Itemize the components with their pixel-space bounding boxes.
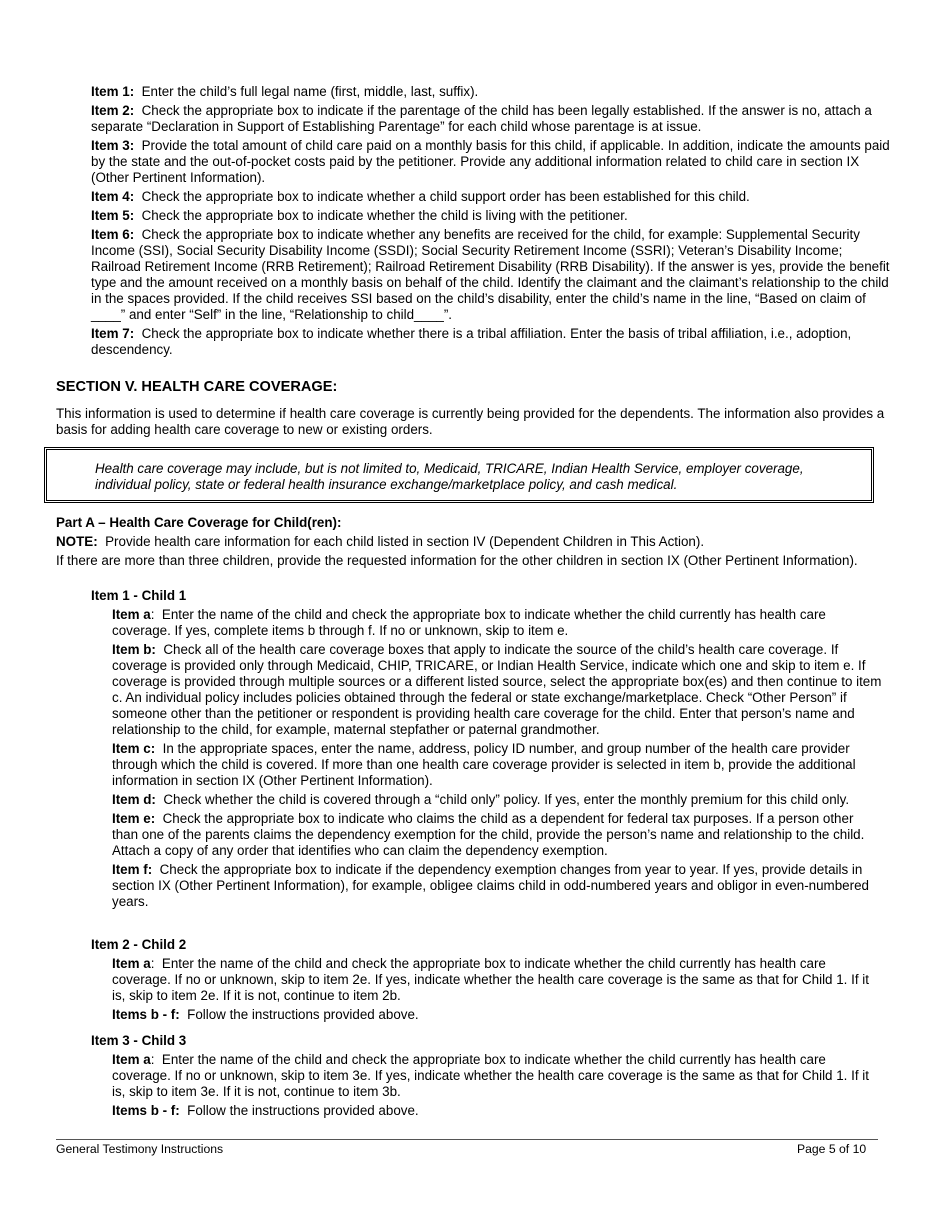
item-text: In the appropriate spaces, enter the name, address, policy ID number, and group number of the health care provider through which the child is covered. If more than one health care coverage provider is selected in item b, provide the additional information in section IX (Other Pertinent Information). [112,741,856,788]
item-label: Item 7: [91,326,135,341]
item-text: Check the appropriate box to indicate if the parentage of the child has been legally established. If the answer is no, attach a separate “Declaration in Support of Establishing Parentage” for each child whose parentage is at issue. [91,103,872,134]
item-text: Provide the total amount of child care paid on a monthly basis for this child, if applicable. In addition, indicate the amounts paid by the state and the out-of-pocket costs paid by the petitioner. Provide any additional information related to child care in section IX (Other Pertinent Information). [91,138,890,185]
child-1-item-d [112,792,882,808]
note-label: NOTE: [56,534,98,549]
child-1-heading: Item 1 - Child 1 [91,588,187,603]
item-label: Item a [112,956,151,971]
health-coverage-note-box [44,447,874,503]
item-label: Item 6: [91,227,135,242]
item-label: Item a [112,607,151,622]
item-sep: : [150,956,155,971]
item-1-instruction [91,84,891,100]
item-3-instruction [91,138,891,186]
item-text: Follow the instructions provided above. [187,1103,419,1118]
item-text: Check the appropriate box to indicate who claims the child as a dependent for federal tax purposes. If a person other than one of the parents claims the dependency exemption for the child, provide the person’s name and relationship to the child. Attach a copy of any order that identifies who can claim the dependency exemption. [112,811,865,858]
item-text: Check all of the health care coverage boxes that apply to indicate the source of the child’s health care coverage. If coverage is provided only through Medicaid, CHIP, TRICARE, or Indian Health Service, indicate which one and skip to item e. If coverage is provided through multiple sources or a different listed source, select the appropriate box(es) and then continue to item c. An individual policy includes policies obtained through the federal or state exchange/marketplace. Check “Other Person” if someone other than the petitioner or respondent is providing health care coverage for the child. Enter that person’s name and relationship to the child, for example, maternal stepfather or paternal grandmother. [112,642,882,737]
item-text: Enter the name of the child and check the appropriate box to indicate whether the child currently has health care coverage. If no or unknown, skip to item 2e. If yes, indicate whether the health care coverage is the same as that for Child 1. If it is, skip to item 2e. If it is not, continue to item 2b. [112,956,869,1003]
note-text: Provide health care information for each child listed in section IV (Dependent Children in This Action). [105,534,705,549]
footer-document-title: General Testimony Instructions [56,1142,224,1156]
item-text: Follow the instructions provided above. [187,1007,419,1022]
part-a-title: Part A – Health Care Coverage for Child(ren): [56,515,342,530]
item-label: Item d: [112,792,156,807]
child-3-items [112,1052,882,1122]
item-text: Check the appropriate box to indicate if the dependency exemption changes from year to year. If yes, provide details in section IX (Other Pertinent Information), for example, obligee claims child in odd-numbered years and obligor in even-numbered years. [112,862,869,909]
item-text: Enter the child’s full legal name (first, middle, last, suffix). [141,84,479,99]
item-text: Enter the name of the child and check the appropriate box to indicate whether the child currently has health care coverage. If no or unknown, skip to item 3e. If yes, indicate whether the health care coverage is the same as that for Child 1. If it is, skip to item 3e. If it is not, continue to item 3b. [112,1052,869,1099]
item-5-instruction [91,208,891,224]
item-label: Item a [112,1052,151,1067]
item-text: Check whether the child is covered through a “child only” policy. If yes, enter the monthly premium for this child only. [163,792,850,807]
child-3-heading: Item 3 - Child 3 [91,1033,187,1048]
item-sep: : [150,607,155,622]
child-2-items [112,956,882,1026]
section-v-intro: This information is used to determine if health care coverage is currently being provided for the dependents. The information also provides a basis for adding health care coverage to new or existing orders. [56,406,885,437]
child-1-item-e [112,811,882,859]
item-text: Check the appropriate box to indicate whether there is a tribal affiliation. Enter the basis of tribal affiliation, i.e., adoption, descendency. [91,326,852,357]
child-1-item-c [112,741,882,789]
item-text: Enter the name of the child and check the appropriate box to indicate whether the child currently has health care coverage. If yes, complete items b through f. If no or unknown, skip to item e. [112,607,826,638]
child-2-items-b-f [112,1007,882,1023]
item-label: Items b - f: [112,1103,180,1118]
child-1-items [112,607,882,913]
child-3-items-b-f [112,1103,882,1119]
item-label: Item 4: [91,189,135,204]
child-1-item-f [112,862,882,910]
item-label: Item 5: [91,208,135,223]
item-text: Check the appropriate box to indicate whether the child is living with the petitioner. [141,208,628,223]
item-label: Item 2: [91,103,135,118]
item-4-instruction [91,189,891,205]
footer-divider [56,1139,878,1140]
part-a-note [56,534,886,550]
item-6-instruction [91,227,891,323]
part-a-more-children: If there are more than three children, provide the requested information for the other children in section IX (Other Pertinent Information). [56,553,858,568]
child-1-item-a [112,607,882,639]
item-label: Item e: [112,811,156,826]
item-label: Items b - f: [112,1007,180,1022]
item-text: Check the appropriate box to indicate whether any benefits are received for the child, for example: Supplemental Security Income (SSI), Social Security Disability Income (SSDI); Social Security Retirement Income (SSRI); Veteran’s Disability Income; Railroad Retirement Income (RRB Retirement); Railroad Retirement Disability (RRB Disability). If the answer is yes, provide the benefit type and the amount received on a monthly basis on behalf of the child. Identify the claimant and the claimant’s relationship to the child in the spaces provided. If the child receives SSI based on the child’s disability, enter the child’s name in the line, “Based on claim of ____” and enter “Self” in the line, “Relationship to child____”. [91,227,890,322]
item-label: Item f: [112,862,153,877]
item-7-instruction [91,326,891,358]
item-text: Check the appropriate box to indicate whether a child support order has been established for this child. [141,189,750,204]
item-sep: : [150,1052,155,1067]
dependent-items-list [91,84,891,361]
item-label: Item 1: [91,84,135,99]
item-label: Item b: [112,642,156,657]
item-label: Item 3: [91,138,135,153]
child-2-heading: Item 2 - Child 2 [91,937,187,952]
footer-page-number: Page 5 of 10 [797,1142,867,1156]
note-box-text: Health care coverage may include, but is not limited to, Medicaid, TRICARE, Indian Health Service, employer coverage, individual policy, state or federal health insurance exchange/marketplace policy, and cash medical. [95,461,804,492]
child-3-item-a [112,1052,882,1100]
child-1-item-b [112,642,882,738]
child-2-item-a [112,956,882,1004]
section-v-title: SECTION V. HEALTH CARE COVERAGE: [56,379,338,395]
item-label: Item c: [112,741,156,756]
item-2-instruction [91,103,891,135]
